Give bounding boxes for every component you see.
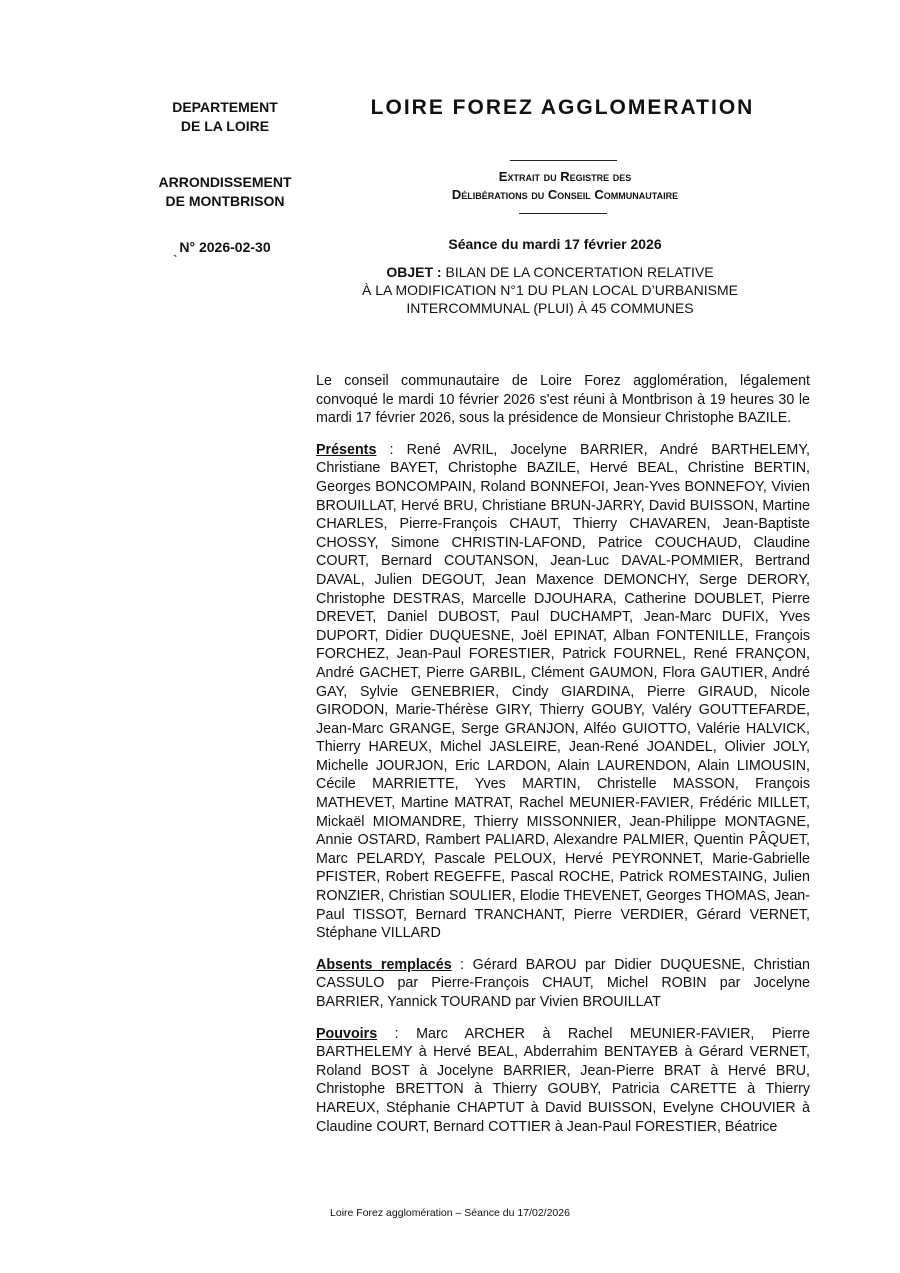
seance-date: Séance du mardi 17 février 2026 — [448, 236, 662, 252]
extrait-line-1: Extrait du Registre des — [498, 169, 632, 184]
pouvoirs-paragraph — [316, 1025, 810, 1137]
deliberation-number: N° 2026-02-30 — [179, 239, 271, 255]
divider-bottom — [519, 213, 607, 214]
arrondissement-line-1: ARRONDISSEMENT — [158, 174, 292, 190]
departement-line-1: DEPARTEMENT — [172, 99, 278, 115]
presents-paragraph — [316, 441, 810, 943]
objet-block — [325, 263, 775, 317]
stray-mark: ` — [173, 252, 178, 268]
extrait-heading — [355, 168, 775, 204]
pouvoirs-list: : Marc ARCHER à Rachel MEUNIER-FAVIER, Pierre BARTHELEMY à Hervé BEAL, Abderrahim BENTAYEB à Gérard VERNET, Roland BOST à Jocelyne BARRIER, Jean-Pierre BRAT à Hervé BRU, Christophe BRETTON à Thierry GOUBY, Patricia CARETTE à Thierry HAREUX, Stéphanie CHAPTUT à David BUISSON, Evelyne CHOUVIER à Claudine COURT, Bernard COTTIER à Jean-Paul FORESTIER, Béatrice — [316, 1025, 810, 1135]
departement-line-2: DE LA LOIRE — [180, 118, 270, 134]
page-footer: Loire Forez agglomération – Séance du 17/02/2026 — [330, 1207, 570, 1219]
extrait-line-2: Délibérations du Conseil Communautaire — [451, 187, 679, 202]
objet-line-3: INTERCOMMUNAL (PLUI) À 45 COMMUNES — [406, 300, 694, 316]
absents-paragraph — [316, 956, 810, 1012]
objet-text-1: BILAN DE LA CONCERTATION RELATIVE — [445, 264, 714, 280]
intro-paragraph: Le conseil communautaire de Loire Forez agglomération, légalement convoqué le mardi 10 février 2026 s'est réuni à Montbrison à 19 heures 30 le mardi 17 février 2026, sous la présidence de Monsieur Christophe BAZILE. — [316, 373, 810, 427]
presents-label: Présents — [316, 441, 377, 458]
absents-label: Absents remplacés — [316, 956, 452, 973]
document-body — [316, 372, 810, 1149]
divider-top — [510, 160, 617, 161]
organisation-title: LOIRE FOREZ AGGLOMERATION — [370, 96, 755, 119]
departement-block — [150, 98, 300, 136]
pouvoirs-label: Pouvoirs — [316, 1025, 378, 1042]
objet-label: OBJET : — [386, 264, 442, 280]
arrondissement-block — [148, 173, 302, 211]
absents-list: : Gérard BAROU par Didier DUQUESNE, Christian CASSULO par Pierre-François CHAUT, Michel ROBIN par Jocelyne BARRIER, Yannick TOURAND par Vivien BROUILLAT — [316, 956, 810, 1010]
presents-list: : René AVRIL, Jocelyne BARRIER, André BARTHELEMY, Christiane BAYET, Christophe BAZILE, Hervé BEAL, Christine BERTIN, Georges BONCOMPAIN, Roland BONNEFOI, Jean-Yves BONNEFOY, Vivien BROUILLAT, Hervé BRU, Christiane BRUN-JARRY, David BUISSON, Martine CHARLES, Pierre-François CHAUT, Thierry CHAVAREN, Jean-Baptiste CHOSSY, Simone CHRISTIN-LAFOND, Patrice COUCHAUD, Claudine COURT, Bernard COUTANSON, Jean-Luc DAVAL-POMMIER, Bertrand DAVAL, Julien DEGOUT, Jean Maxence DEMONCHY, Serge DERORY, Christophe DESTRAS, Marcelle DJOUHARA, Catherine DOUBLET, Pierre DREVET, Daniel DUBOST, Paul DUCHAMPT, Jean-Marc DUFIX, Yves DUPORT, Didier DUQUESNE, Joël EPINAT, Alban FONTENILLE, François FORCHEZ, Jean-Paul FORESTIER, Patrick FOURNEL, René FRANÇON, André GACHET, Pierre GARBIL, Clément GAUMON, Flora GAUTIER, André GAY, Sylvie GENEBRIER, Cindy GIARDINA, Pierre GIRAUD, Nicole GIRODON, Marie-Thérèse GIRY, Thierry GOUBY, Valéry GOUTTEFARDE, Jean-Marc GRANGE, Serge GRANJON, Alféo GUIOTTO, Valérie HALVICK, Thierry HAREUX, Michel JASLEIRE, Jean-René JOANDEL, Olivier JOLY, Michelle JOURJON, Eric LARDON, Alain LAURENDON, Alain LIMOUSIN, Cécile MARRIETTE, Yves MARTIN, Christelle MASSON, François MATHEVET, Martine MATRAT, Rachel MEUNIER-FAVIER, Frédéric MILLET, Mickaël MIOMANDRE, Thierry MISSONNIER, Jean-Philippe MONTAGNE, Annie OSTARD, Rambert PALIARD, Alexandre PALMIER, Quentin PÂQUET, Marc PELARDY, Pascale PELOUX, Hervé PEYRONNET, Marie-Gabrielle PFISTER, Robert REGEFFE, Pascal ROCHE, Patrick ROMESTAING, Julien RONZIER, Christian SOULIER, Elodie THEVENET, Georges THOMAS, Jean-Paul TISSOT, Bernard TRANCHANT, Pierre VERDIER, Gérard VERNET, Stéphane VILLARD — [316, 441, 810, 942]
arrondissement-line-2: DE MONTBRISON — [165, 193, 285, 209]
objet-line-1 — [325, 263, 775, 281]
objet-line-2: À LA MODIFICATION N°1 DU PLAN LOCAL D’URBANISME — [362, 282, 738, 298]
